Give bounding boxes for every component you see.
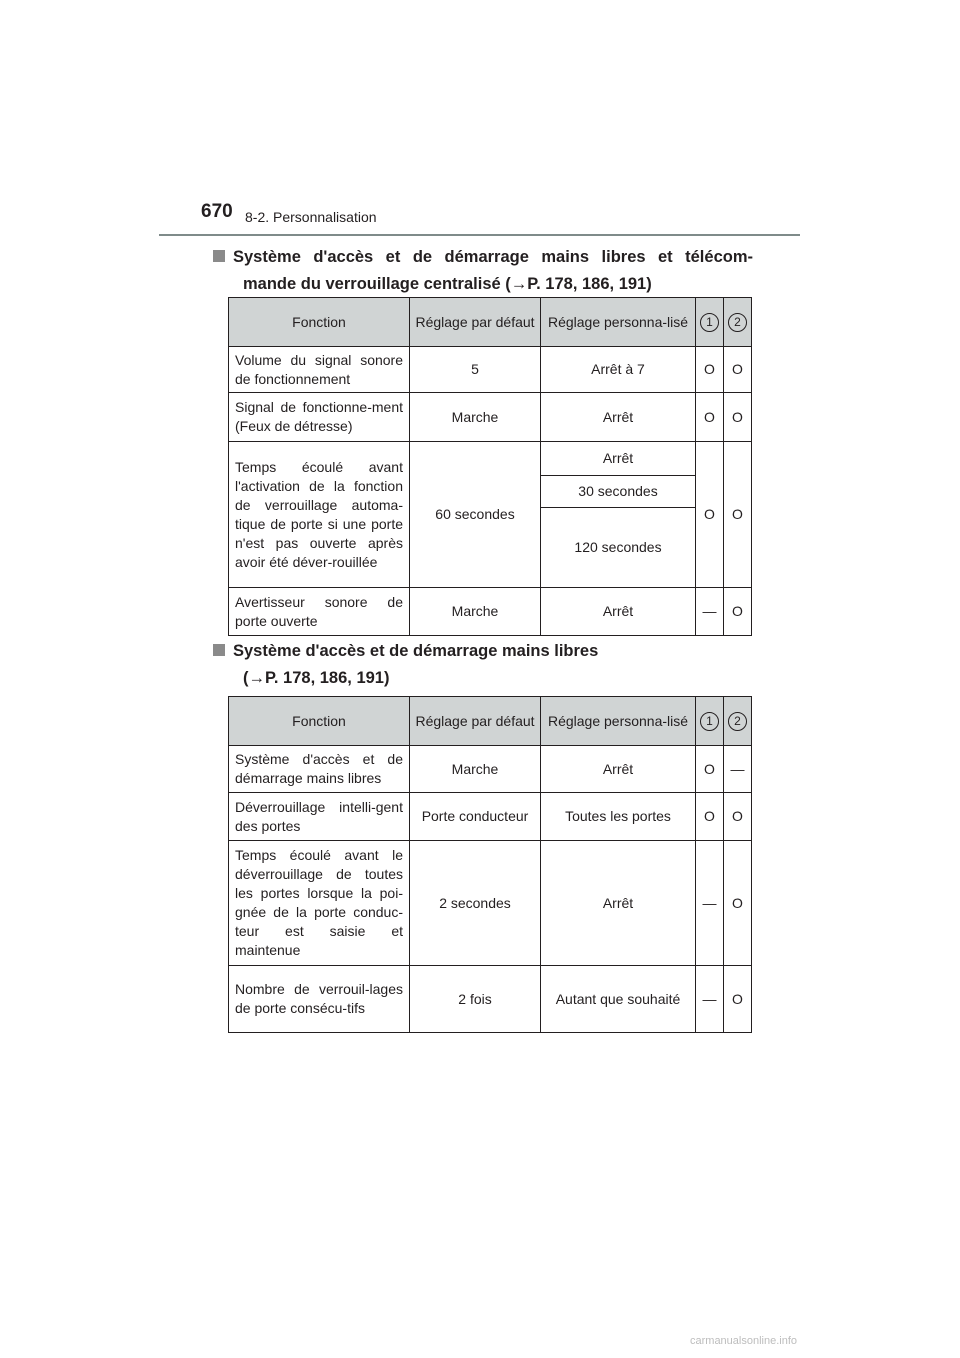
section1-title-line1: Système d'accès et de démarrage mains libres et télécom- — [233, 248, 753, 266]
cell-perso: Arrêt — [541, 393, 696, 442]
table-row — [229, 841, 752, 966]
header-defaut: Réglage par défaut — [410, 298, 541, 347]
header-col1 — [696, 697, 724, 746]
header-col2 — [724, 697, 752, 746]
table-row — [229, 588, 752, 636]
section1-heading — [213, 244, 753, 298]
cell-col1: O — [696, 442, 724, 588]
cell-defaut: Porte conducteur — [410, 793, 541, 841]
square-bullet-icon — [213, 644, 225, 656]
cell-col1: — — [696, 966, 724, 1033]
cell-defaut: 60 secondes — [410, 442, 541, 588]
table-row — [229, 966, 752, 1033]
cell-defaut: 2 secondes — [410, 841, 541, 966]
cell-col2: O — [724, 841, 752, 966]
table-row — [229, 793, 752, 841]
cell-fonction: Avertisseur sonore de porte ouverte — [229, 588, 410, 636]
circled-2-icon: 2 — [728, 313, 747, 332]
cell-defaut: Marche — [410, 588, 541, 636]
cell-col1: O — [696, 393, 724, 442]
header-defaut: Réglage par défaut — [410, 697, 541, 746]
cell-perso: Arrêt à 7 — [541, 347, 696, 393]
cell-col2: O — [724, 966, 752, 1033]
table-row — [229, 746, 752, 793]
header-perso: Réglage personna-lisé — [541, 697, 696, 746]
settings-table-1 — [228, 297, 752, 636]
table-row — [229, 393, 752, 442]
page-number: 670 — [201, 201, 233, 222]
header-fonction: Fonction — [229, 298, 410, 347]
cell-col2: O — [724, 393, 752, 442]
circled-1-icon: 1 — [700, 712, 719, 731]
section2-title-line2: (→P. 178, 186, 191) — [243, 669, 390, 687]
cell-fonction: Nombre de verrouil-lages de porte consécu-tifs — [229, 966, 410, 1033]
header-col2 — [724, 298, 752, 347]
cell-perso: Toutes les portes — [541, 793, 696, 841]
section2-title-line1: Système d'accès et de démarrage mains libres — [233, 642, 599, 660]
cell-col1: O — [696, 746, 724, 793]
table-row — [229, 442, 752, 476]
cell-perso: Autant que souhaité — [541, 966, 696, 1033]
header-divider — [159, 234, 800, 236]
cell-col2: O — [724, 347, 752, 393]
cell-col2: O — [724, 588, 752, 636]
cell-perso: Arrêt — [541, 746, 696, 793]
table-header-row — [229, 697, 752, 746]
cell-fonction: Système d'accès et de démarrage mains libres — [229, 746, 410, 793]
cell-fonction: Volume du signal sonore de fonctionnement — [229, 347, 410, 393]
section1-title-line2: mande du verrouillage centralisé (→P. 178, 186, 191) — [243, 275, 652, 293]
watermark: carmanualsonline.info — [690, 1335, 798, 1347]
cell-col2: O — [724, 793, 752, 841]
cell-perso: 30 secondes — [541, 476, 696, 508]
cell-defaut: 2 fois — [410, 966, 541, 1033]
cell-defaut: Marche — [410, 746, 541, 793]
header-perso: Réglage personna-lisé — [541, 298, 696, 347]
cell-defaut: 5 — [410, 347, 541, 393]
circled-2-icon: 2 — [728, 712, 747, 731]
cell-col1: O — [696, 793, 724, 841]
cell-fonction: Temps écoulé avant l'activation de la fonction de verrouillage automa-tique de porte si une porte n'est pas ouverte après avoir été déver-rouillée — [229, 442, 410, 588]
header-fonction: Fonction — [229, 697, 410, 746]
table-header-row — [229, 298, 752, 347]
cell-col1: — — [696, 588, 724, 636]
header-col1 — [696, 298, 724, 347]
cell-perso: Arrêt — [541, 442, 696, 476]
cell-col2: — — [724, 746, 752, 793]
cell-perso: Arrêt — [541, 841, 696, 966]
cell-defaut: Marche — [410, 393, 541, 442]
cell-col1: — — [696, 841, 724, 966]
cell-perso: 120 secondes — [541, 508, 696, 588]
square-bullet-icon — [213, 250, 225, 262]
table-row — [229, 347, 752, 393]
cell-col1: O — [696, 347, 724, 393]
cell-fonction: Déverrouillage intelli-gent des portes — [229, 793, 410, 841]
section2-heading — [213, 638, 598, 692]
settings-table-2 — [228, 696, 752, 1033]
cell-fonction: Signal de fonctionne-ment (Feux de détresse) — [229, 393, 410, 442]
cell-fonction: Temps écoulé avant le déverrouillage de toutes les portes lorsque la poi-gnée de la porte conduc-teur est saisie et maintenue — [229, 841, 410, 966]
circled-1-icon: 1 — [700, 313, 719, 332]
section-title: 8-2. Personnalisation — [245, 209, 377, 225]
cell-perso: Arrêt — [541, 588, 696, 636]
cell-col2: O — [724, 442, 752, 588]
